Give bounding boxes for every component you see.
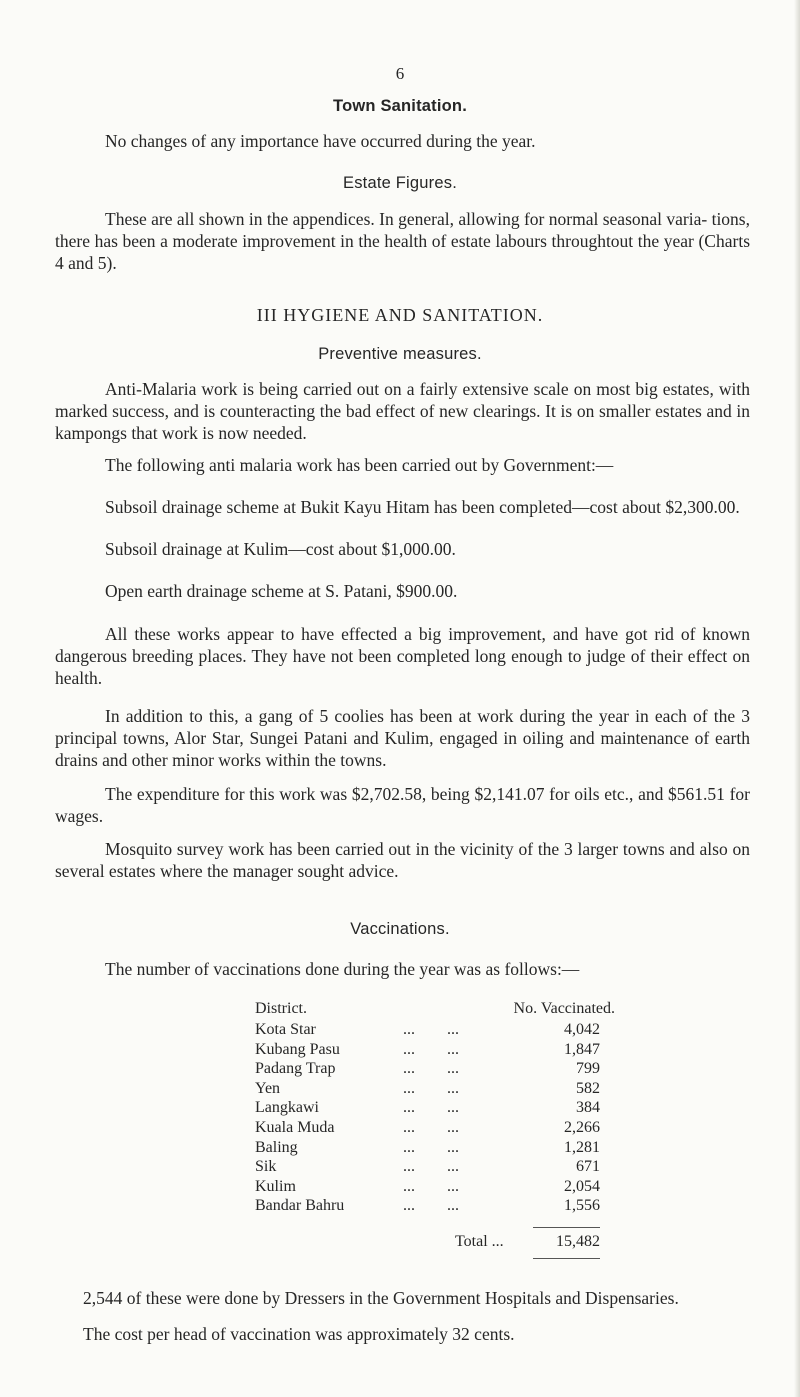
leader-dots: ... <box>403 1119 415 1136</box>
leader-dots: ... <box>447 1040 459 1058</box>
leader-dots: ... <box>403 1021 415 1038</box>
total-rule-top <box>533 1227 600 1228</box>
leader-dots: ... <box>447 1197 459 1215</box>
district-name: Kuala Muda <box>255 1119 335 1136</box>
drainage-item-kulim: Subsoil drainage at Kulim—cost about $1,000.00. <box>105 539 456 559</box>
preventive-para6: Mosquito survey work has been carried out in the vicinity of the 3 larger towns and also on several estates where the manager sought advice. <box>55 839 750 881</box>
vaccinations-note-dressers: 2,544 of these were done by Dressers in the Government Hospitals and Dispensaries. <box>83 1288 679 1308</box>
leader-dots: ... <box>403 1177 415 1195</box>
leader-dots: ... <box>403 1158 415 1176</box>
total-rule-bottom <box>533 1258 600 1259</box>
vaccinated-count: 4,042 <box>564 1021 600 1038</box>
leader-dots: ... <box>447 1119 459 1136</box>
district-name: Sik <box>255 1158 277 1176</box>
vaccinated-count: 582 <box>576 1079 600 1097</box>
total-value: 15,482 <box>556 1233 600 1250</box>
district-name: Bandar Bahru <box>255 1197 345 1215</box>
preventive-heading: Preventive measures. <box>318 345 482 363</box>
district-name: Kubang Pasu <box>255 1040 340 1058</box>
vaccinated-count: 2,266 <box>564 1119 600 1136</box>
vaccinated-count: 671 <box>576 1158 600 1176</box>
leader-dots: ... <box>403 1040 415 1058</box>
district-name: Padang Trap <box>255 1060 336 1078</box>
preventive-para1: Anti-Malaria work is being carried out on a fairly extensive scale on most big estates, with marked success, and is counteracting the bad effect of new clearings. It is on smaller estates and in kampongs that work is now needed. <box>55 379 750 443</box>
drainage-item-bukit-kayu-hitam: Subsoil drainage scheme at Bukit Kayu Hitam has been completed—cost about $2,300.00. <box>105 497 740 517</box>
page-edge-shadow <box>794 0 800 1397</box>
table-row <box>255 1197 600 1220</box>
vaccinated-count: 384 <box>576 1099 600 1117</box>
leader-dots: ... <box>403 1138 415 1156</box>
drainage-item-s-patani: Open earth drainage scheme at S. Patani, $900.00. <box>105 581 458 601</box>
leader-dots: ... <box>403 1197 415 1215</box>
estate-figures-heading: Estate Figures. <box>343 174 457 192</box>
district-name: Kota Star <box>255 1021 316 1038</box>
vaccinated-count: 1,556 <box>564 1197 600 1215</box>
leader-dots: ... <box>447 1021 459 1038</box>
vaccinated-count: 799 <box>576 1060 600 1078</box>
district-name: Yen <box>255 1079 281 1097</box>
leader-dots: ... <box>403 1060 415 1078</box>
vaccinations-note-cost: The cost per head of vaccination was approximately 32 cents. <box>83 1324 515 1344</box>
town-sanitation-heading: Town Sanitation. <box>333 97 467 115</box>
page-number: 6 <box>395 64 405 83</box>
preventive-para5: The expenditure for this work was $2,702.58, being $2,141.07 for oils etc., and $561.51 for wages. <box>55 784 750 826</box>
leader-dots: ... <box>447 1177 459 1195</box>
leader-dots: ... <box>447 1060 459 1078</box>
leader-dots: ... <box>447 1158 459 1176</box>
leader-dots: ... <box>447 1138 459 1156</box>
leader-dots: ... <box>403 1079 415 1097</box>
column-header-vaccinated: No. Vaccinated. <box>513 1000 615 1017</box>
district-name: Langkawi <box>255 1099 319 1117</box>
hygiene-heading: III HYGIENE AND SANITATION. <box>256 305 544 325</box>
vaccinated-count: 1,281 <box>564 1138 600 1156</box>
total-label: Total ... <box>455 1233 504 1250</box>
vaccinated-count: 2,054 <box>564 1177 600 1195</box>
leader-dots: ... <box>403 1099 415 1117</box>
town-sanitation-text: No changes of any importance have occurred during the year. <box>105 131 536 151</box>
preventive-para4: In addition to this, a gang of 5 coolies has been at work during the year in each of the 3 principal towns, Alor Star, Sungei Patani and Kulim, engaged in oiling and maintenance of earth drains and other minor works within the towns. <box>55 706 750 770</box>
vaccinated-count: 1,847 <box>564 1040 600 1058</box>
vaccinations-heading: Vaccinations. <box>350 920 450 938</box>
leader-dots: ... <box>447 1079 459 1097</box>
estate-figures-text: These are all shown in the appendices. In general, allowing for normal seasonal varia- tions, there has been a moderate improvement in the health of estate labours throughtout the year (Charts 4 and 5). <box>55 209 750 273</box>
district-name: Baling <box>255 1138 298 1156</box>
preventive-para2: The following anti malaria work has been carried out by Government:— <box>105 455 614 475</box>
district-name: Kulim <box>255 1177 296 1195</box>
leader-dots: ... <box>447 1099 459 1117</box>
column-header-district: District. <box>255 1000 307 1017</box>
preventive-para3: All these works appear to have effected a big improvement, and have got rid of known dangerous breeding places. They have not been completed long enough to judge of their effect on health. <box>55 624 750 688</box>
vaccinations-intro: The number of vaccinations done during the year was as follows:— <box>105 959 580 979</box>
